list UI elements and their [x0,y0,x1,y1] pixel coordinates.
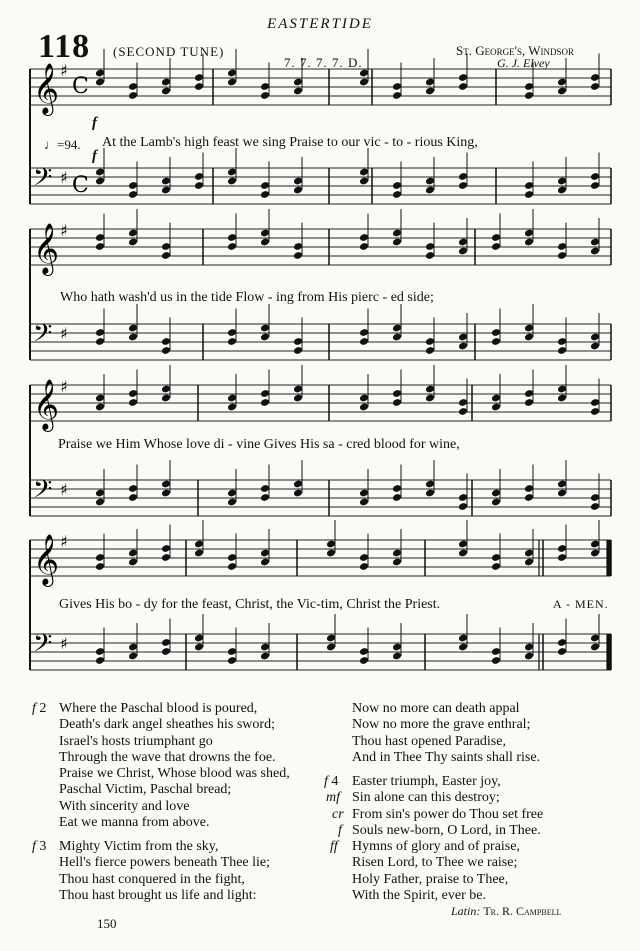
final-bar-line [607,540,611,576]
treble-clef: 𝄞 [33,534,60,585]
verse-line: Where the Paschal blood is poured, [59,701,258,716]
lyric-line-3: Praise we Him Whose love di - vine Gives His sa - cred blood for wine, [58,437,460,452]
verse-line: Hymns of glory and of praise, [352,839,520,855]
verse-line: With the Spirit, ever be. [352,888,486,904]
key-signature: ♯ [60,377,68,396]
translator-credit: Latin: Tr. R. Campbell [451,904,562,918]
meter: 7. 7. 7. 7. D. [284,55,363,70]
tune-name: St. George's, Windsor [456,43,574,58]
tune-note: (SECOND TUNE) [113,44,225,59]
verse-line: Thou hast opened Paradise, [352,733,506,749]
verse-line: From sin's power do Thou set free [352,806,544,822]
bass-clef: 𝄢 [33,319,53,354]
key-signature: ♯ [60,61,68,80]
verse-line: Holy Father, praise to Thee, [352,871,509,887]
key-signature: ♯ [60,634,68,653]
bass-clef: 𝄢 [33,629,53,664]
verse-line: Souls new-born, O Lord, in Thee. [352,822,541,838]
lyric-line-1: At the Lamb's high feast we sing Praise to our vic - to - rious King, [102,135,478,150]
section-title: EASTERTIDE [267,16,373,32]
verse-line: Eat we manna from above. [59,815,210,831]
verse-4 [324,774,544,904]
key-signature: ♯ [60,532,68,551]
lyric-line-2: Who hath wash'd us in the tide Flow - ing from His pierc - ed side; [60,290,434,305]
verse-line: Hell's fierce powers beneath Thee lie; [59,855,271,871]
verse-2-marker: f 2 [32,701,47,716]
verse-3-continued [352,701,540,766]
composer: G. J. Elvey [497,56,550,70]
verse-3 [32,839,271,904]
key-signature: ♯ [60,168,68,187]
verse-line: Death's dark angel sheathes his sword; [59,717,275,733]
amen-lyric: A - MEN. [553,597,609,611]
verse-line: Easter triumph, Easter joy, [352,774,501,789]
bass-clef: 𝄢 [33,475,53,510]
dynamic-marking: f [338,822,342,838]
dynamic-marking: f [92,115,97,131]
hymn-number: 118 [38,28,91,65]
verse-line: And in Thee Thy saints shall rise. [352,749,541,765]
dynamic-marking: mf [326,790,340,806]
verse-line: Israel's hosts triumphant go [59,733,213,749]
time-signature: C [72,173,89,198]
verse-line: Thou hast brought us life and light: [59,887,257,903]
dynamic-marking: cr [332,806,344,822]
tempo-marking: ♩=94. [44,137,81,152]
verse-line: Thou hast conquered in the fight, [59,871,245,887]
key-signature: ♯ [60,324,68,343]
key-signature: ♯ [60,221,68,240]
verse-3-marker: f 3 [32,839,47,854]
treble-clef: 𝄞 [33,63,60,114]
verse-line: Praise we Christ, Whose blood was shed, [59,766,290,782]
treble-clef: 𝄞 [33,379,60,430]
verse-line: Through the wave that drowns the foe. [59,749,276,765]
verse-line: Mighty Victim from the sky, [59,839,219,854]
final-bar-line [607,634,611,670]
verse-line: Risen Lord, to Thee we raise; [352,855,518,871]
treble-clef: 𝄞 [33,223,60,274]
verse-line: Paschal Victim, Paschal bread; [59,782,232,798]
time-signature: C [72,74,89,99]
verse-4-marker: f 4 [324,774,339,789]
dynamic-marking: ff [330,839,338,855]
key-signature: ♯ [60,480,68,499]
verse-line: Now no more the grave enthral; [352,717,531,733]
page-number: 150 [97,916,117,931]
verse-line: Sin alone can this destroy; [352,790,500,806]
bass-clef: 𝄢 [33,163,53,198]
verse-line: Now no more can death appal [352,701,520,716]
verse-line: With sincerity and love [59,798,190,814]
lyric-line-4: Gives His bo - dy for the feast, Christ, the Vic-tim, Christ the Priest. [59,597,441,612]
dynamic-marking-bass: f [92,148,97,164]
verse-2 [32,701,290,831]
